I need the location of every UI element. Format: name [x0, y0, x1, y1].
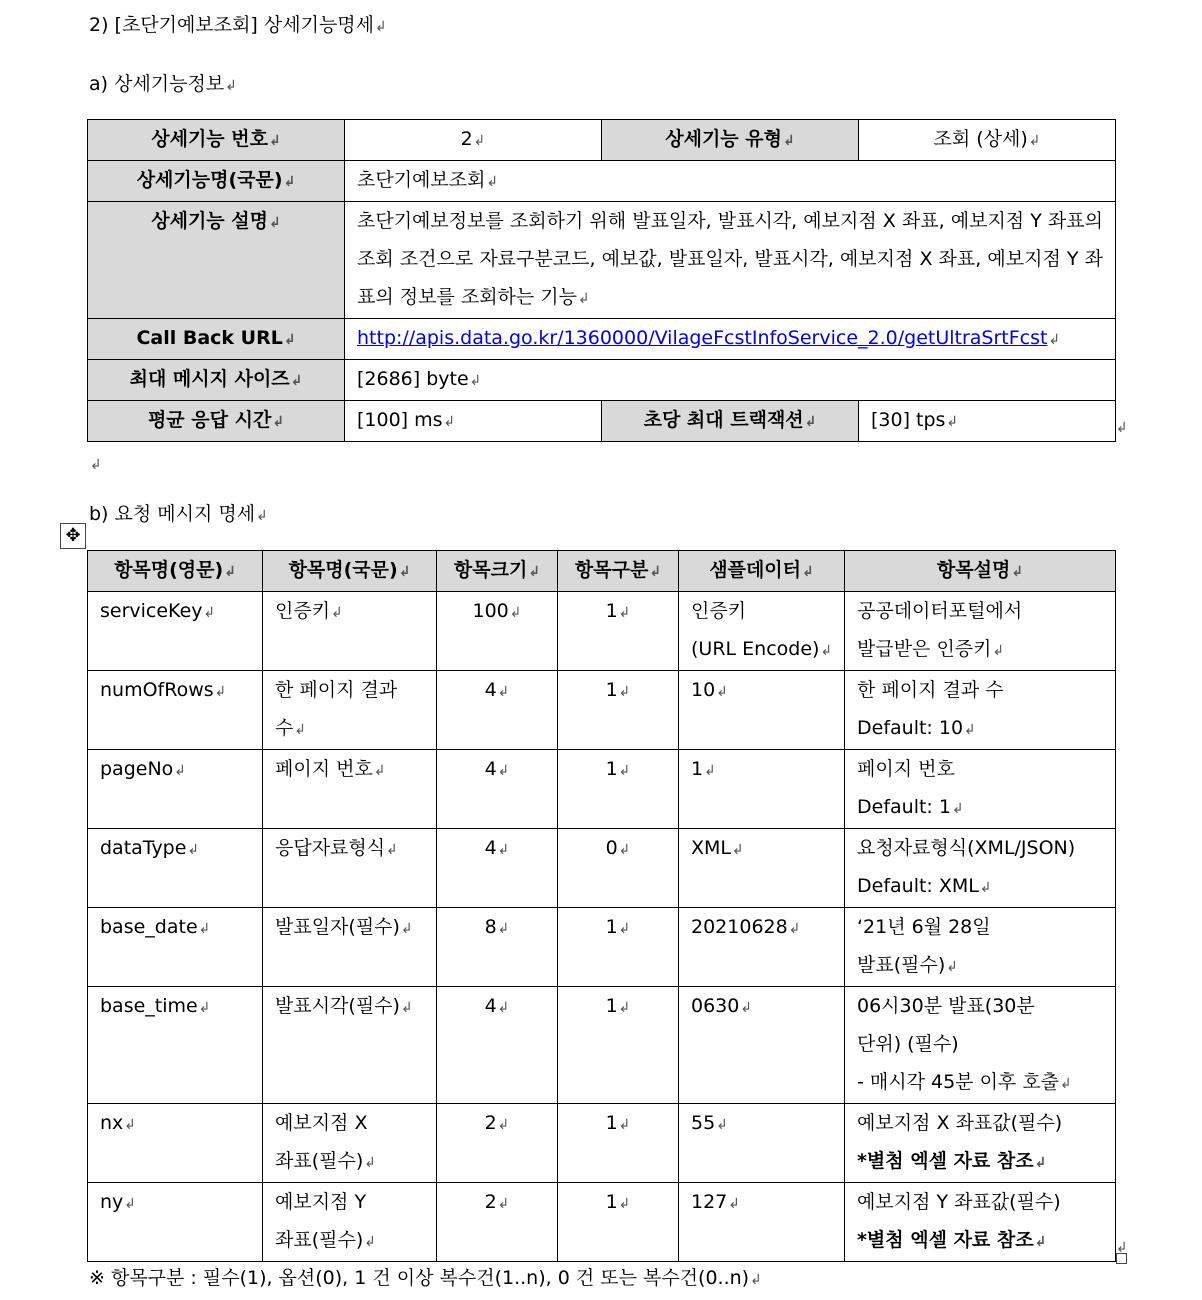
info-row-callback	[88, 319, 1116, 360]
header-cell: 항목구분↲	[558, 551, 679, 592]
subsection-a-title: a) 상세기능정보↲	[89, 73, 237, 95]
item-name-en: numOfRows↲	[88, 671, 263, 750]
paragraph-mark: ↲	[1116, 1240, 1128, 1256]
max-msg-size-label: 최대 메시지 사이즈↲	[88, 360, 345, 401]
item-type: 1↲	[558, 908, 679, 987]
footnote: ※ 항목구분 : 필수(1), 옵션(0), 1 건 이상 복수건(1..n), 0 건 또는 복수건(0..n)↲	[89, 1267, 762, 1289]
request-message-table	[87, 550, 1116, 1262]
info-row-func-no	[88, 120, 1116, 161]
func-no-value: 2↲	[345, 120, 602, 161]
max-tps-value: [30] tps↲	[859, 401, 1116, 442]
sample-data: 127↲	[679, 1183, 845, 1262]
table-row	[88, 592, 1116, 671]
item-type: 1↲	[558, 1183, 679, 1262]
table-row	[88, 908, 1116, 987]
table-row	[88, 1183, 1116, 1262]
subsection-b-title: b) 요청 메시지 명세↲	[89, 503, 268, 525]
item-description: ‘21년 6월 28일 발표(필수)↲	[845, 908, 1116, 987]
func-desc-value: 초단기예보정보를 조회하기 위해 발표일자, 발표시각, 예보지점 X 좌표, 예보지점 Y 좌표의 조회 조건으로 자료구분코드, 예보값, 발표일자, 발표시각, 예보지점 X 좌표, 예보지점 Y 좌표의 정보를 조회하는 기능↲	[345, 202, 1116, 319]
table-row	[88, 987, 1116, 1104]
item-size: 4↲	[437, 750, 558, 829]
func-name-label: 상세기능명(국문)↲	[88, 161, 345, 202]
item-description: 예보지점 Y 좌표값(필수) *별첨 엑셀 자료 참조↲	[845, 1183, 1116, 1262]
func-type-label: 상세기능 유형↲	[602, 120, 859, 161]
func-desc-label: 상세기능 설명↲	[88, 202, 345, 319]
item-name-ko: 한 페이지 결과 수↲	[263, 671, 437, 750]
callback-url-link[interactable]: http://apis.data.go.kr/1360000/VilageFcstInfoService_2.0/getUltraSrtFcst	[357, 327, 1048, 349]
sample-data: 인증키 (URL Encode)↲	[679, 592, 845, 671]
info-row-perf	[88, 401, 1116, 442]
item-name-en: base_date↲	[88, 908, 263, 987]
sample-data: 55↲	[679, 1104, 845, 1183]
item-name-en: base_time↲	[88, 987, 263, 1104]
header-cell: 항목명(국문)↲	[263, 551, 437, 592]
item-type: 0↲	[558, 829, 679, 908]
item-size: 4↲	[437, 829, 558, 908]
empty-paragraph: ↲	[90, 457, 102, 473]
item-description: 공공데이터포털에서 발급받은 인증키↲	[845, 592, 1116, 671]
item-size: 8↲	[437, 908, 558, 987]
func-type-value: 조회 (상세)↲	[859, 120, 1116, 161]
table-row	[88, 1104, 1116, 1183]
item-name-en: ny↲	[88, 1183, 263, 1262]
header-cell: 항목명(영문)↲	[88, 551, 263, 592]
item-description: 예보지점 X 좌표값(필수) *별첨 엑셀 자료 참조↲	[845, 1104, 1116, 1183]
item-size: 2↲	[437, 1104, 558, 1183]
sample-data: XML↲	[679, 829, 845, 908]
callback-url-label: Call Back URL↲	[88, 319, 345, 360]
sample-data: 10↲	[679, 671, 845, 750]
max-tps-label: 초당 최대 트랙잭션↲	[602, 401, 859, 442]
func-name-value: 초단기예보조회↲	[345, 161, 1116, 202]
item-name-en: serviceKey↲	[88, 592, 263, 671]
item-description: 요청자료형식(XML/JSON) Default: XML↲	[845, 829, 1116, 908]
item-type: 1↲	[558, 987, 679, 1104]
table-row	[88, 829, 1116, 908]
header-cell: 항목설명↲	[845, 551, 1116, 592]
item-name-ko: 예보지점 Y 좌표(필수)↲	[263, 1183, 437, 1262]
move-icon[interactable]: ✥	[60, 523, 86, 549]
info-row-func-name	[88, 161, 1116, 202]
header-cell: 샘플데이터↲	[679, 551, 845, 592]
item-type: 1↲	[558, 671, 679, 750]
item-name-ko: 인증키↲	[263, 592, 437, 671]
item-name-ko: 발표시각(필수)↲	[263, 987, 437, 1104]
item-type: 1↲	[558, 750, 679, 829]
sample-data: 1↲	[679, 750, 845, 829]
paragraph-mark: ↲	[1116, 420, 1128, 436]
section-title: 2) [초단기예보조회] 상세기능명세↲	[89, 14, 387, 36]
function-info-table	[87, 119, 1116, 442]
avg-response-label: 평균 응답 시간↲	[88, 401, 345, 442]
header-cell: 항목크기↲	[437, 551, 558, 592]
table-row	[88, 671, 1116, 750]
sample-data: 0630↲	[679, 987, 845, 1104]
item-description: 페이지 번호 Default: 1↲	[845, 750, 1116, 829]
item-size: 4↲	[437, 987, 558, 1104]
max-msg-size-value: [2686] byte↲	[345, 360, 1116, 401]
item-name-ko: 예보지점 X 좌표(필수)↲	[263, 1104, 437, 1183]
item-name-ko: 응답자료형식↲	[263, 829, 437, 908]
table-row	[88, 750, 1116, 829]
table-header-row	[88, 551, 1116, 592]
item-description: 06시30분 발표(30분 단위) (필수) - 매시각 45분 이후 호출↲	[845, 987, 1116, 1104]
item-size: 100↲	[437, 592, 558, 671]
item-size: 4↲	[437, 671, 558, 750]
item-type: 1↲	[558, 592, 679, 671]
callback-url-cell: http://apis.data.go.kr/1360000/VilageFcstInfoService_2.0/getUltraSrtFcst↲	[345, 319, 1116, 360]
item-size: 2↲	[437, 1183, 558, 1262]
item-description: 한 페이지 결과 수 Default: 10↲	[845, 671, 1116, 750]
info-row-max-msg	[88, 360, 1116, 401]
avg-response-value: [100] ms↲	[345, 401, 602, 442]
func-no-label: 상세기능 번호↲	[88, 120, 345, 161]
info-row-func-desc	[88, 202, 1116, 319]
sample-data: 20210628↲	[679, 908, 845, 987]
item-type: 1↲	[558, 1104, 679, 1183]
item-name-ko: 발표일자(필수)↲	[263, 908, 437, 987]
item-name-en: pageNo↲	[88, 750, 263, 829]
item-name-en: nx↲	[88, 1104, 263, 1183]
item-name-ko: 페이지 번호↲	[263, 750, 437, 829]
item-name-en: dataType↲	[88, 829, 263, 908]
